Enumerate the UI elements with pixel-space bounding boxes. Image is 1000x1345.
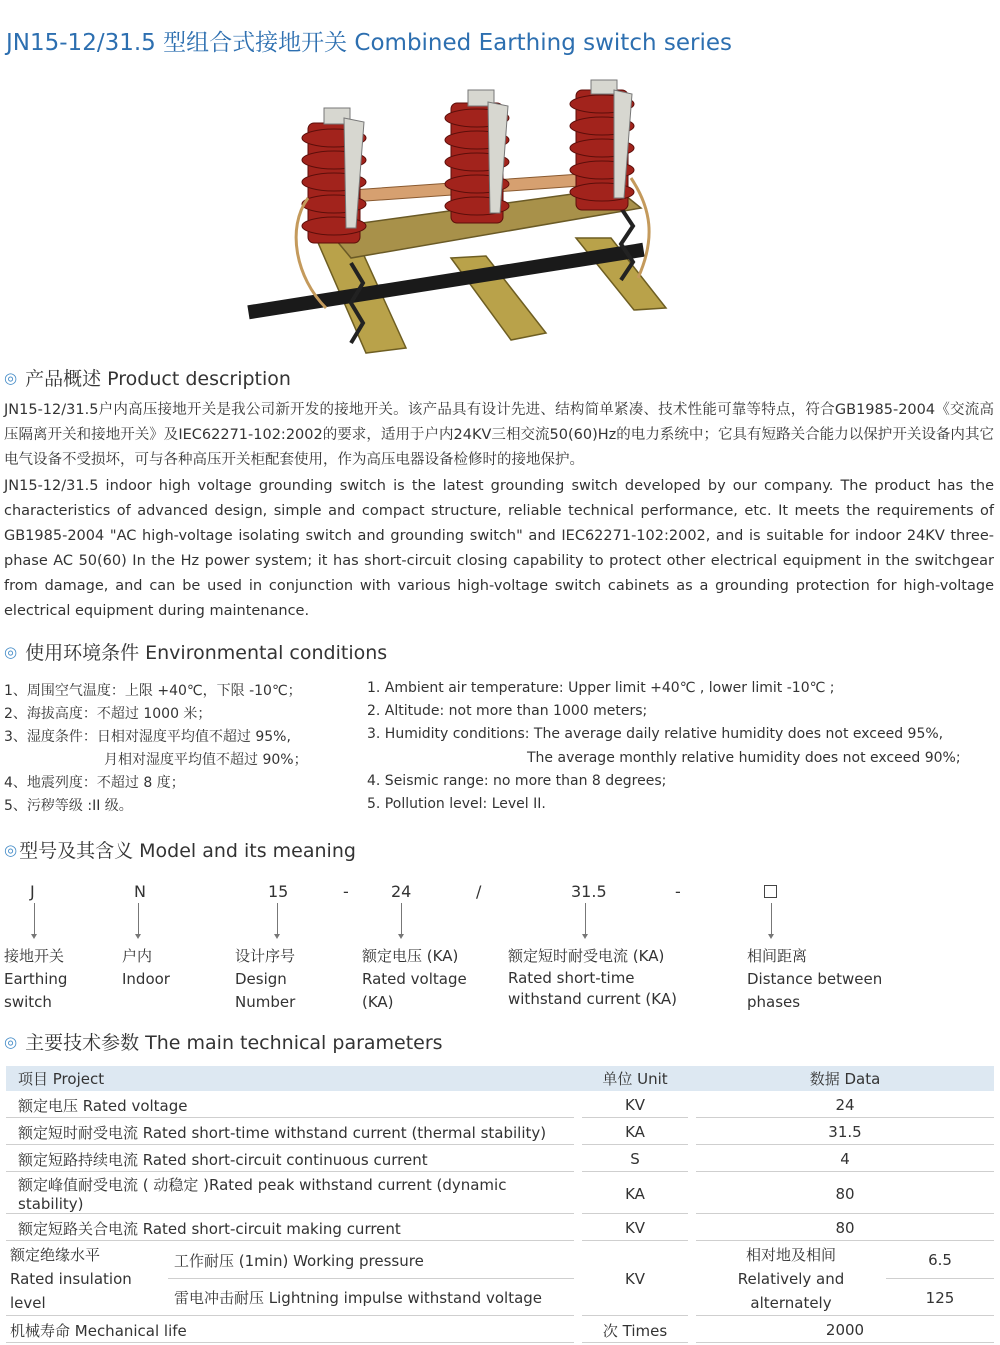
parameters-table bbox=[6, 1064, 994, 1345]
arrow-down-icon bbox=[768, 934, 774, 939]
circle-bullet-icon: ◎ bbox=[4, 1033, 18, 1051]
model-pointer bbox=[771, 903, 772, 935]
section-heading-model bbox=[4, 836, 356, 863]
model-pointer bbox=[34, 903, 35, 935]
insulation-sub-lightning: 雷电冲击耐压 Lightning impulse withstand voltage bbox=[168, 1281, 574, 1317]
param-unit: KV bbox=[582, 1093, 688, 1118]
insulation-relation-cn: 相对地及相间 bbox=[745, 1246, 836, 1264]
product-image bbox=[246, 78, 666, 368]
header-data: 数据 Data bbox=[696, 1066, 994, 1091]
section-heading-product bbox=[4, 364, 291, 391]
section-heading-parameters-text: 主要技术参数 The main technical parameters bbox=[25, 1032, 443, 1054]
arrow-down-icon bbox=[135, 934, 141, 939]
env-cn-item: 5、污秽等级 :II 级。 bbox=[4, 798, 133, 814]
param-value: 31.5 bbox=[696, 1120, 994, 1145]
table-row bbox=[6, 1093, 994, 1118]
model-meaning-line: withstand current (KA) bbox=[508, 990, 677, 1008]
arrow-down-icon bbox=[274, 934, 280, 939]
param-value: 2000 bbox=[696, 1318, 994, 1343]
table-row bbox=[6, 1120, 994, 1145]
model-meaning-short-time-current bbox=[508, 945, 677, 1010]
model-meaning-design-number bbox=[235, 945, 295, 1014]
model-separator: / bbox=[476, 882, 482, 901]
param-value: 24 bbox=[696, 1093, 994, 1118]
circle-bullet-icon: ◎ bbox=[4, 841, 18, 859]
model-meaning-line: 额定短时耐受电流 (KA) bbox=[508, 947, 665, 965]
env-en-item: 1. Ambient air temperature: Upper limit +40℃ , lower limit -10℃ ; bbox=[367, 680, 835, 696]
circle-bullet-icon: ◎ bbox=[4, 369, 18, 387]
page-title: JN15-12/31.5 型组合式接地开关 Combined Earthing switch series bbox=[6, 30, 732, 56]
header-unit: 单位 Unit bbox=[582, 1066, 688, 1091]
param-name: 额定短路关合电流 Rated short-circuit making current bbox=[6, 1216, 574, 1241]
model-meaning-earthing bbox=[4, 945, 67, 1014]
param-name: 额定峰值耐受电流 ( 动稳定 )Rated peak withstand current (dynamic stability) bbox=[6, 1174, 574, 1214]
section-heading-environment bbox=[4, 638, 387, 665]
insulation-value-lightning: 125 bbox=[886, 1281, 994, 1317]
param-name: 额定电压 Rated voltage bbox=[6, 1093, 574, 1118]
param-name: 机械寿命 Mechanical life bbox=[6, 1318, 574, 1343]
insulation-sub-working: 工作耐压 (1min) Working pressure bbox=[168, 1243, 574, 1279]
model-meaning-line: 相间距离 bbox=[747, 947, 808, 965]
env-en-item: 4. Seismic range: no more than 8 degrees; bbox=[367, 773, 667, 789]
model-code-j: J bbox=[30, 882, 35, 901]
model-pointer bbox=[585, 903, 586, 935]
model-meaning-line: Rated short-time bbox=[508, 969, 635, 987]
table-row bbox=[6, 1174, 994, 1214]
param-unit: KV bbox=[582, 1216, 688, 1241]
param-unit: 次 Times bbox=[582, 1318, 688, 1343]
table-row bbox=[6, 1216, 994, 1241]
header-project: 项目 Project bbox=[6, 1066, 574, 1091]
model-meaning-line: Rated voltage bbox=[362, 970, 467, 988]
env-cn-item: 3、湿度条件：日相对湿度平均值不超过 95%, bbox=[4, 729, 291, 745]
description-cn: JN15-12/31.5户内高压接地开关是我公司新开发的接地开关。该产品具有设计先进、结构简单紧凑、技术性能可靠等特点，符合GB1985-2004《交流高压隔离开关和接地开关》及IEC62271-102:2002的要求，适用于户内24KV三相交流50(60)Hz的电力系统中；它具有短路关合能力以保护开关设备内其它电气设备不受损坏，可与各种高压开关柜配套使用，作为高压电器设备检修时的接地保护。 bbox=[4, 402, 994, 468]
model-meaning-line: switch bbox=[4, 993, 52, 1011]
table-header-row bbox=[6, 1066, 994, 1091]
param-unit: S bbox=[582, 1147, 688, 1172]
model-meaning-line: 接地开关 bbox=[4, 947, 65, 965]
model-meaning-line: phases bbox=[747, 993, 801, 1011]
model-code-phase-box bbox=[764, 882, 777, 901]
model-separator: - bbox=[343, 882, 349, 901]
insulation-value-working: 6.5 bbox=[886, 1243, 994, 1279]
model-meaning-line: 户内 bbox=[122, 947, 153, 965]
model-meaning-line: 设计序号 bbox=[235, 947, 296, 965]
model-meaning-indoor bbox=[122, 945, 170, 991]
model-meaning-phase-distance bbox=[747, 945, 882, 1014]
table-row bbox=[6, 1147, 994, 1172]
model-meaning-line: Design bbox=[235, 970, 287, 988]
section-heading-product-text: 产品概述 Product description bbox=[25, 368, 291, 390]
env-cn-item: 1、周围空气温度：上限 +40℃，下限 -10℃； bbox=[4, 683, 302, 699]
model-meaning-line: Distance between bbox=[747, 970, 883, 988]
circle-bullet-icon: ◎ bbox=[4, 643, 18, 661]
model-meaning-line: (KA) bbox=[362, 993, 394, 1011]
env-cn-item: 月相对湿度平均值不超过 90%； bbox=[104, 752, 308, 768]
model-meaning-line: Earthing bbox=[4, 970, 68, 988]
model-pointer bbox=[277, 903, 278, 935]
param-value: 4 bbox=[696, 1147, 994, 1172]
description-en: JN15-12/31.5 indoor high voltage grounding switch is the latest grounding switch developed by our company. The product has the characteristics of advanced design, simple and compact structure, reliable technical performance, etc. It meets the requirements of GB1985-2004 "AC high-voltage isolating switch and grounding switch" and IEC62271-102:2002, and is suitable for indoor 24KV three-phase AC 50(60) In the Hz power system; it has short-circuit closing capability to protect other electrical equipment in the switchgear from damage, and can be used in conjunction with various high-voltage switch cabinets as a grounding protection for high-voltage electrical equipment during maintenance. bbox=[4, 478, 994, 619]
insulation-name-cn: 额定绝缘水平 bbox=[10, 1246, 101, 1264]
env-en-item: 3. Humidity conditions: The average daily relative humidity does not exceed 95%, bbox=[367, 726, 944, 742]
param-value: 80 bbox=[696, 1174, 994, 1214]
arrow-down-icon bbox=[398, 934, 404, 939]
model-code-24: 24 bbox=[391, 882, 412, 901]
param-value: 80 bbox=[696, 1216, 994, 1241]
model-separator: - bbox=[675, 882, 681, 901]
insulation-name bbox=[6, 1243, 168, 1316]
insulation-relation bbox=[696, 1243, 886, 1316]
env-en-item: 2. Altitude: not more than 1000 meters; bbox=[367, 703, 648, 719]
param-unit: KA bbox=[582, 1120, 688, 1145]
model-pointer bbox=[138, 903, 139, 935]
insulation-unit: KV bbox=[582, 1243, 688, 1316]
model-meaning-line: 额定电压 (KA) bbox=[362, 947, 459, 965]
section-heading-environment-text: 使用环境条件 Environmental conditions bbox=[25, 642, 388, 664]
section-heading-model-text: 型号及其含义 Model and its meaning bbox=[19, 840, 356, 862]
param-name: 额定短时耐受电流 Rated short-time withstand current (thermal stability) bbox=[6, 1120, 574, 1145]
section-heading-parameters bbox=[4, 1028, 443, 1055]
arrow-down-icon bbox=[582, 934, 588, 939]
insulation-name-en: Rated insulation level bbox=[10, 1270, 132, 1312]
table-row-insulation bbox=[6, 1243, 994, 1279]
env-cn-item: 2、海拔高度：不超过 1000 米； bbox=[4, 706, 212, 722]
env-en-item: 5. Pollution level: Level II. bbox=[367, 796, 546, 812]
model-code-31-5: 31.5 bbox=[571, 882, 607, 901]
model-meaning-rated-voltage bbox=[362, 945, 467, 1014]
empty-box-icon bbox=[764, 885, 777, 898]
env-cn-item: 4、地震列度：不超过 8 度； bbox=[4, 775, 185, 791]
model-meaning-line: Number bbox=[235, 993, 296, 1011]
model-code-15: 15 bbox=[268, 882, 289, 901]
model-meaning-line: Indoor bbox=[122, 970, 170, 988]
env-en-item: The average monthly relative humidity does not exceed 90%; bbox=[527, 750, 961, 766]
param-name: 额定短路持续电流 Rated short-circuit continuous current bbox=[6, 1147, 574, 1172]
arrow-down-icon bbox=[31, 934, 37, 939]
insulation-relation-en: Relatively and alternately bbox=[737, 1270, 845, 1312]
param-unit: KA bbox=[582, 1174, 688, 1214]
model-pointer bbox=[401, 903, 402, 935]
model-code-n: N bbox=[134, 882, 146, 901]
table-row bbox=[6, 1318, 994, 1343]
